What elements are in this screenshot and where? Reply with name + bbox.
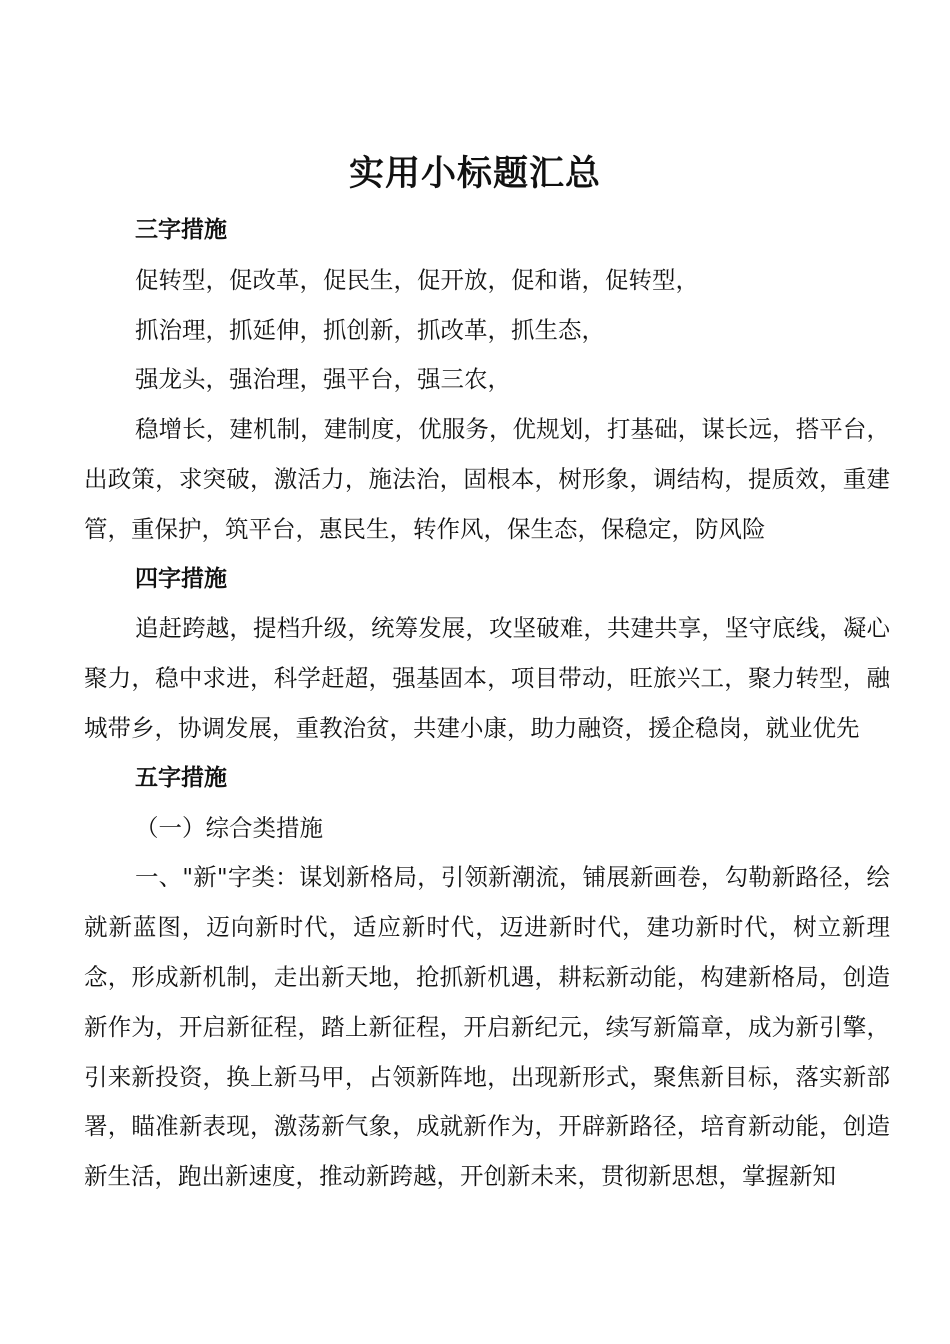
paragraph: 稳增长，建机制，建制度，优服务，优规划，打基础，谋长远，搭平台，出政策，求突破，激活力，施法治，固根本，树形象，调结构，提质效，重建管，重保护，筑平台，惠民生，转作风，保生态，保稳定，防风险 <box>84 415 890 543</box>
paragraph: 一、"新"字类：谋划新格局，引领新潮流，铺展新画卷，勾勒新路径，绘就新蓝图，迈向新时代，适应新时代，迈进新时代，建功新时代，树立新理念，形成新机制，走出新天地，抢抓新机遇，耕耘新动能，构建新格局，创造新作为，开启新征程，踏上新征程，开启新纪元，续写新篇章，成为新引擎，引来新投资，换上新马甲，占领新阵地，出现新形式，聚焦新目标，落实新部署，瞄准新表现，激荡新气象，成就新作为，开辟新路径，培育新动能，创造新生活，跑出新速度，推动新跨越，开创新未来，贯彻新思想，掌握新知 <box>84 863 890 1191</box>
document-title: 实用小标题汇总 <box>348 153 601 194</box>
paragraph: 追赶跨越，提档升级，统筹发展，攻坚破难，共建共享，坚守底线，凝心聚力，稳中求进，科学赶超，强基固本，项目带动，旺旅兴工，聚力转型，融城带乡，协调发展，重教治贫，共建小康，助力融资，援企稳岗，就业优先 <box>84 614 890 742</box>
paragraph: 强龙头，强治理，强平台，强三农， <box>135 365 511 394</box>
paragraph: 抓治理，抓延伸，抓创新，抓改革，抓生态， <box>135 315 605 344</box>
paragraph: 促转型，促改革，促民生，促开放，促和谐，促转型， <box>135 265 699 294</box>
document-body <box>84 206 890 1202</box>
section-heading-three-char: 三字措施 <box>135 217 227 243</box>
subsection-heading: （一）综合类措施 <box>135 813 323 842</box>
section-heading-five-char: 五字措施 <box>135 764 227 791</box>
section-heading-four-char: 四字措施 <box>135 565 227 592</box>
